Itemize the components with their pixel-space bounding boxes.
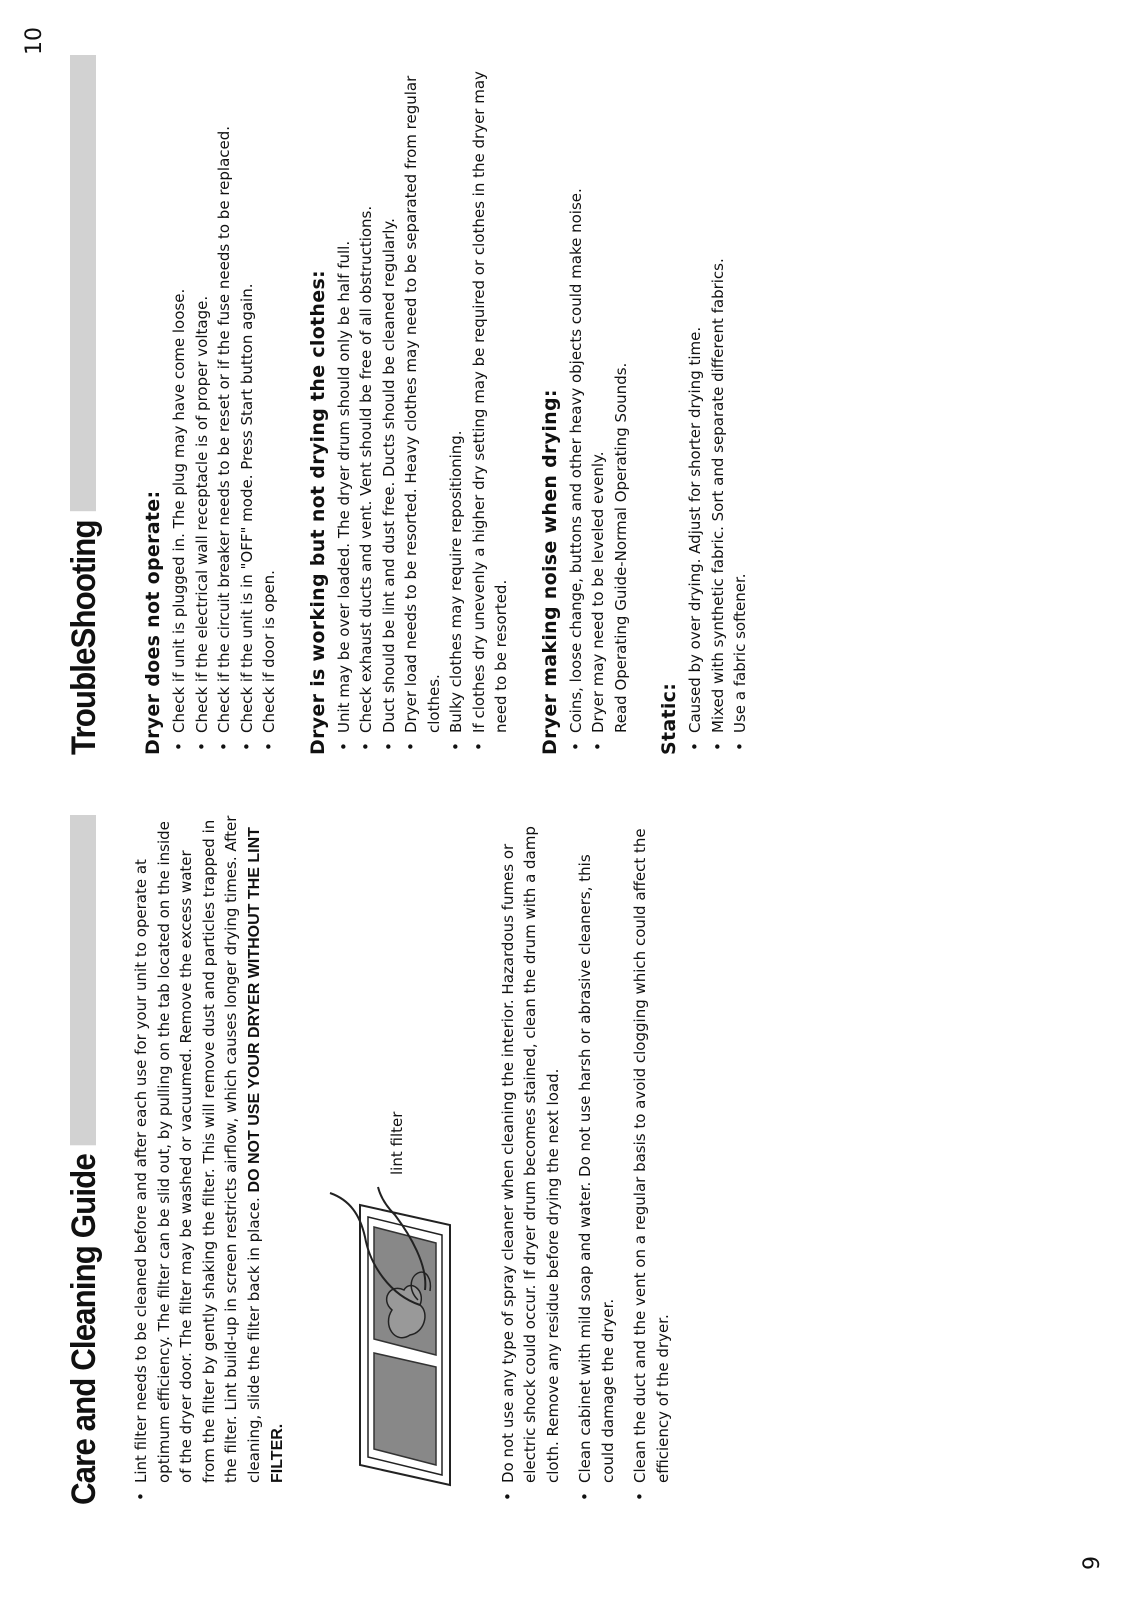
section-list (168, 55, 281, 755)
list-item: • Check if the circuit breaker needs to be reset or if the fuse needs to be replaced. (213, 55, 236, 755)
list-item: • Check if door is open. (258, 55, 281, 755)
list-item: • Dryer load needs to be resorted. Heavy clothes may need to be separated from regular clothes. (400, 55, 445, 755)
section-heading: Dryer making noise when drying: (538, 389, 561, 755)
section-list (333, 55, 513, 755)
list-item (130, 815, 290, 1505)
list-item: • Clean cabinet with mild soap and water. Do not use harsh or abrasive cleaners, this could damage the dryer. (574, 815, 619, 1505)
list-item: • Clean the duct and the vent on a regular basis to avoid clogging which could affect the efficiency of the dryer. (629, 815, 674, 1505)
list-item: • Do not use any type of spray cleaner when cleaning the interior. Hazardous fumes or electric shock could occur. If dryer drum becomes stained, clean the drum with a damp cloth. Remove any residue before drying the next load. (497, 815, 565, 1505)
section-heading: Static: (658, 682, 680, 755)
list-item: • Coins, loose change, buttons and other heavy objects could make noise. (565, 55, 588, 755)
troubleshooting-page (62, 55, 752, 755)
trouble-title-header (62, 55, 108, 755)
page-title: Care and Cleaning Guide (62, 1145, 106, 1505)
lint-list (130, 815, 290, 1505)
list-item: • Check if the electrical wall receptacle is of proper voltage. (191, 55, 214, 755)
lint-filter-caption: lint filter (387, 1111, 406, 1175)
section-static (658, 55, 752, 755)
lint-filter-drawing (300, 1185, 475, 1505)
list-item: • Mixed with synthetic fabric. Sort and separate different fabrics. (707, 55, 730, 755)
list-item: • Check if unit is plugged in. The plug may have come loose. (168, 55, 191, 755)
list-item: • Caused by over drying. Adjust for shorter drying time. (684, 55, 707, 755)
care-title-header (62, 815, 108, 1505)
section-list (684, 55, 752, 755)
lint-warning: DO NOT USE YOUR DRYER WITHOUT THE LINT FILTER. (245, 827, 286, 1483)
section-noise (539, 55, 633, 755)
section-note: Read Operating Guide-Normal Operating Sounds. (611, 362, 630, 733)
section-list (565, 55, 610, 755)
list-item: • Check if the unit is in "OFF" mode. Press Start button again. (236, 55, 259, 755)
care-list (497, 815, 675, 1505)
section-heading: Dryer is working but not drying the clothes: (306, 270, 329, 755)
list-item: • Check exhaust ducts and vent. Vent should be free of all obstructions. (355, 55, 378, 755)
lint-text: Lint filter needs to be cleaned before and after each use for your unit to operate at optimum efficiency. The filter can be slid out, by pulling on the tab located on the inside of the dryer door. The filter may be washed or vacuumed. Remove the excess water from the filter by gently shaking the filter. This will remove dust and particles trapped in the filter. Lint build-up in screen restricts airflow, which causes longer drying times. After cleaning, slide the filter back in place. (132, 815, 263, 1483)
section-heading: Dryer does not operate: (142, 490, 164, 755)
list-item: • Duct should be lint and dust free. Ducts should be cleaned regularly. (378, 55, 401, 755)
list-item: • Bulky clothes may require repositioning. (445, 55, 468, 755)
section-not-operate (142, 55, 281, 755)
list-item: • Use a fabric softener. (729, 55, 752, 755)
page-title: TroubleShooting (62, 511, 106, 755)
care-cleaning-page (62, 815, 674, 1505)
page-number-left: 9 (1080, 1556, 1105, 1570)
list-item: • Unit may be over loaded. The dryer drum should only be half full. (333, 55, 356, 755)
section-not-drying (307, 55, 513, 755)
lint-filter-illustration (300, 815, 475, 1505)
list-item: • If clothes dry unevenly a higher dry setting may be required or clothes in the dryer may need to be resorted. (468, 55, 513, 755)
page-number-right: 10 (22, 27, 47, 55)
list-item: • Dryer may need to be leveled evenly. (587, 55, 610, 755)
